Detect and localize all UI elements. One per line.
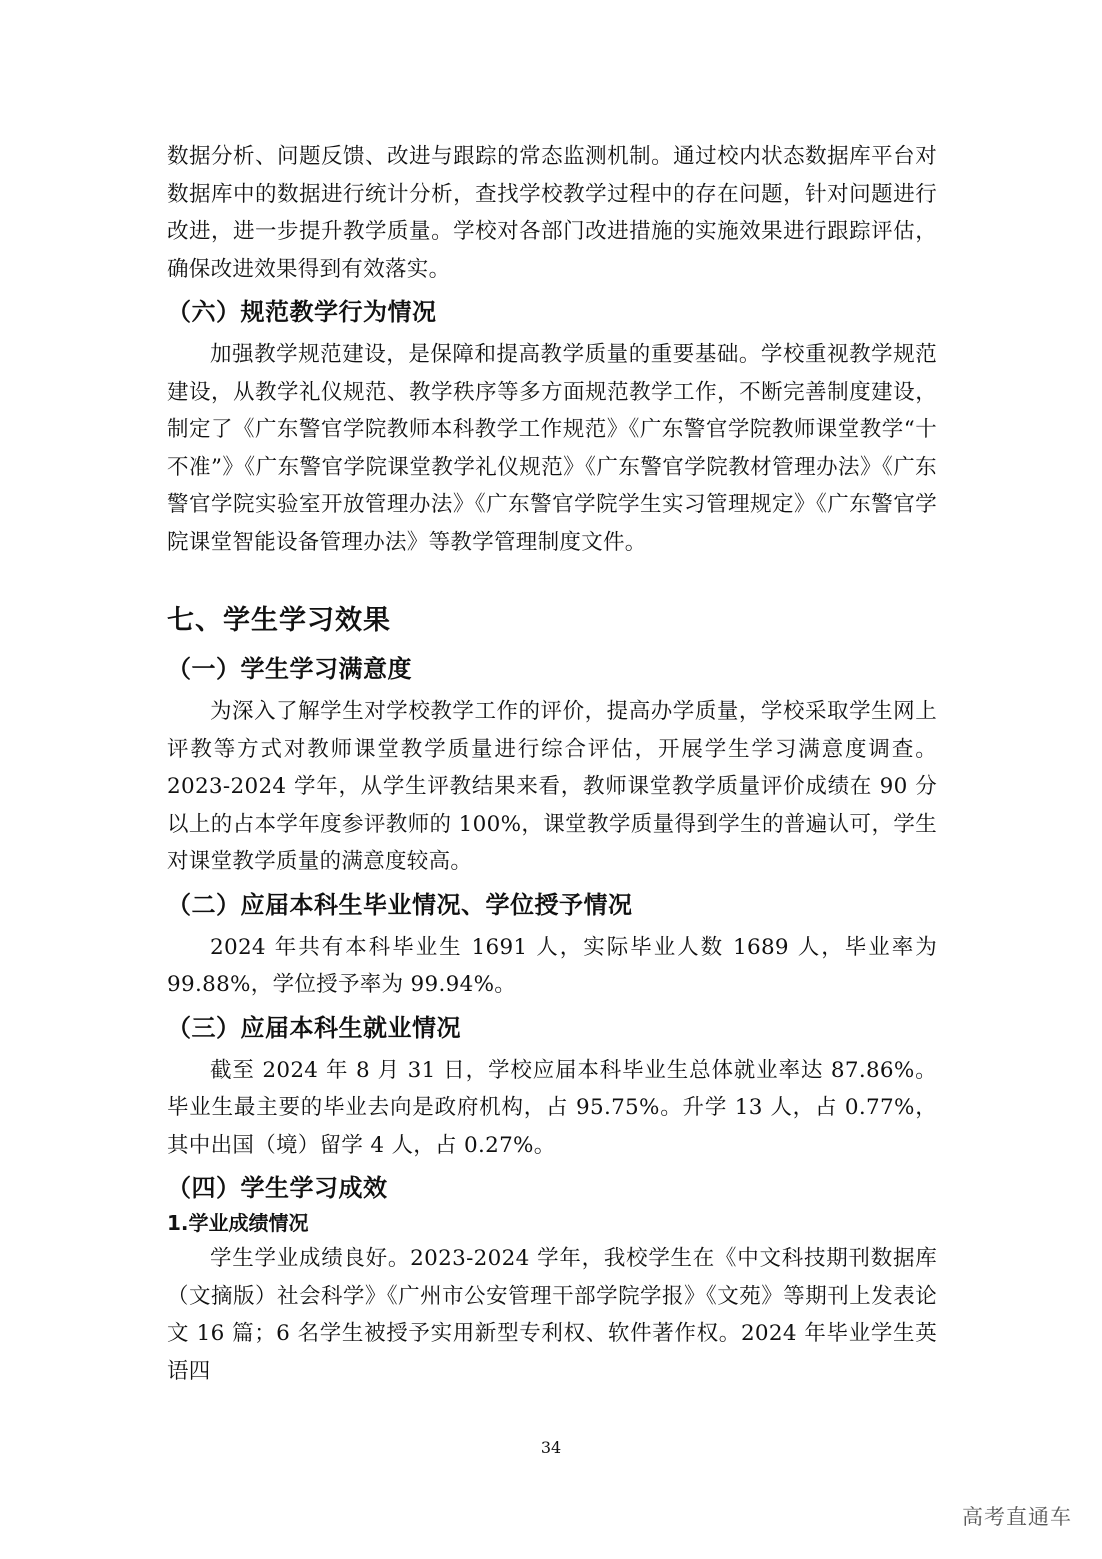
- paragraph-graduation-rate: 2024 年共有本科毕业生 1691 人，实际毕业人数 1689 人，毕业率为 99.88%，学位授予率为 99.94%。: [167, 934, 937, 997]
- paragraph-employment-rate: 截至 2024 年 8 月 31 日，学校应届本科毕业生总体就业率达 87.86%。毕业生最主要的毕业去向是政府机构，占 95.75%。升学 13 人，占 0.77%，其中出国（境）留学 4 人，占 0.27%。: [167, 1057, 937, 1158]
- paragraph-monitoring-mechanism: 数据分析、问题反馈、改进与跟踪的常态监测机制。通过校内状态数据库平台对数据库中的数据进行统计分析，查找学校教学过程中的存在问题，针对问题进行改进，进一步提升教学质量。学校对各部门改进措施的实施效果进行跟踪评估，确保改进效果得到有效落实。: [167, 144, 937, 282]
- heading-learning-outcomes: 七、学生学习效果: [167, 605, 391, 636]
- heading-employment: （三）应届本科生就业情况: [167, 1013, 461, 1042]
- heading-teaching-behavior: （六）规范教学行为情况: [167, 298, 437, 326]
- page-number: 34: [540, 1438, 562, 1457]
- page-content: [167, 138, 937, 1390]
- paragraph-teaching-norms: 加强教学规范建设，是保障和提高教学质量的重要基础。学校重视教学规范建设，从教学礼仪规范、教学秩序等多方面规范教学工作，不断完善制度建设，制定了《广东警官学院教师本科教学工作规范》《广东警官学院教师课堂教学“十不准”》《广东警官学院课堂教学礼仪规范》《广东警官学院教材管理办法》《广东警官学院实验室开放管理办法》《广东警官学院学生实习管理规定》《广东警官学院课堂智能设备管理办法》等教学管理制度文件。: [167, 342, 937, 555]
- heading-academic-performance: 1.学业成绩情况: [167, 1211, 309, 1235]
- watermark-text: 高考直通车: [962, 1505, 1072, 1529]
- paragraph-academic-results: 学生学业成绩良好。2023-2024 学年，我校学生在《中文科技期刊数据库（文摘版）社会科学》《广州市公安管理干部学院学报》《文苑》等期刊上发表论文 16 篇；6 名学生被授予实用新型专利权、软件著作权。2024 年毕业学生英语四: [167, 1246, 937, 1384]
- paragraph-satisfaction-survey: 为深入了解学生对学校教学工作的评价，提高办学质量，学校采取学生网上评教等方式对教师课堂教学质量进行综合评估，开展学生学习满意度调查。2023-2024 学年，从学生评教结果来看，教师课堂教学质量评价成绩在 90 分以上的占本学年度参评教师的 100%，课堂教学质量得到学生的普遍认可，学生对课堂教学质量的满意度较高。: [167, 699, 937, 874]
- heading-learning-satisfaction: （一）学生学习满意度: [167, 655, 412, 683]
- spacer: [167, 641, 937, 651]
- heading-learning-achievements: （四）学生学习成效: [167, 1174, 388, 1202]
- heading-graduation-degrees: （二）应届本科生毕业情况、学位授予情况: [167, 890, 633, 919]
- spacer: [167, 561, 937, 601]
